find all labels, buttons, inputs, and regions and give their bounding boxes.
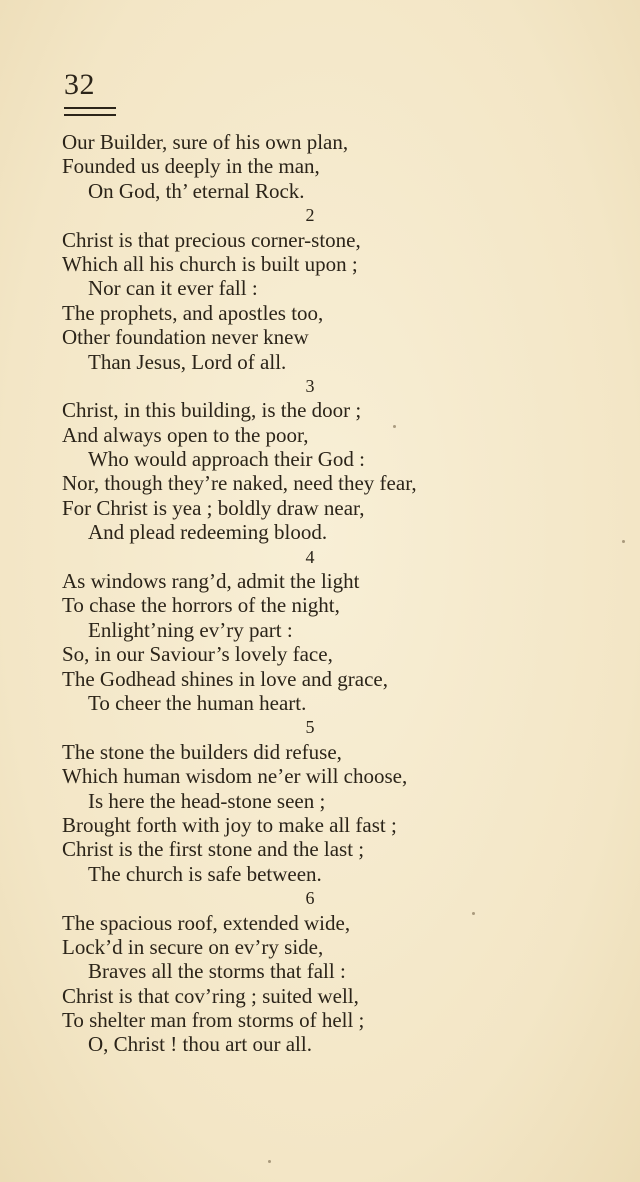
paper-speck (268, 1160, 271, 1163)
verse-line: Nor, though they’re naked, need they fear, (62, 471, 417, 496)
paper-speck (393, 425, 396, 428)
verse-line: Who would approach their God : (88, 447, 366, 472)
verse-line: Founded us deeply in the man, (62, 154, 320, 179)
paper-speck (472, 912, 475, 915)
verse-line: To shelter man from storms of hell ; (62, 1008, 365, 1033)
hymn-text (62, 130, 622, 1057)
verse-line: Christ is the first stone and the last ; (62, 837, 365, 862)
verse-line: Lock’d in secure on ev’ry side, (62, 934, 324, 959)
verse-line: The church is safe between. (88, 861, 322, 886)
verse-line: Enlight’ning ev’ry part : (88, 617, 293, 642)
verse-line: Than Jesus, Lord of all. (88, 349, 287, 374)
verse-line: Is here the head-stone seen ; (88, 788, 326, 813)
verse-line: Which all his church is built upon ; (62, 251, 358, 276)
verse-line: Nor can it ever fall : (88, 276, 258, 301)
verse-line: The stone the builders did refuse, (62, 739, 342, 764)
verse-line: Which human wisdom ne’er will choose, (62, 764, 408, 789)
stanza-number: 3 (305, 375, 315, 396)
verse-line: Other foundation never knew (62, 325, 309, 350)
paper-speck (622, 540, 625, 543)
verse-line: To chase the horrors of the night, (62, 593, 340, 618)
verse-line: For Christ is yea ; boldly draw near, (62, 495, 365, 520)
verse-line: Brought forth with joy to make all fast ; (62, 812, 397, 837)
verse-line: Christ is that cov’ring ; suited well, (62, 983, 359, 1008)
stanza-number: 2 (305, 205, 315, 226)
verse-line: And always open to the poor, (62, 422, 309, 447)
verse-line: O, Christ ! thou art our all. (88, 1032, 312, 1057)
verse-line: So, in our Saviour’s lovely face, (62, 642, 333, 667)
verse-line: On God, th’ eternal Rock. (88, 178, 305, 203)
verse-line: The spacious roof, extended wide, (62, 910, 351, 935)
verse-line: The Godhead shines in love and grace, (62, 666, 388, 691)
verse-line: And plead redeeming blood. (88, 520, 328, 545)
verse-line: The prophets, and apostles too, (62, 300, 324, 325)
verse-line: As windows rang’d, admit the light (62, 569, 360, 594)
verse-line: Our Builder, sure of his own plan, (62, 130, 349, 154)
verse-line: Christ, in this building, is the door ; (62, 398, 362, 423)
stanza-number: 6 (305, 888, 315, 909)
stanza-number: 5 (305, 717, 315, 738)
verse-line: To cheer the human heart. (88, 690, 307, 715)
page-number: 32 (64, 68, 95, 101)
verse-line: Christ is that precious corner-stone, (62, 227, 361, 252)
verse-line: Braves all the storms that fall : (88, 959, 346, 984)
stanza-number: 4 (305, 546, 315, 567)
double-rule-divider (64, 107, 116, 116)
